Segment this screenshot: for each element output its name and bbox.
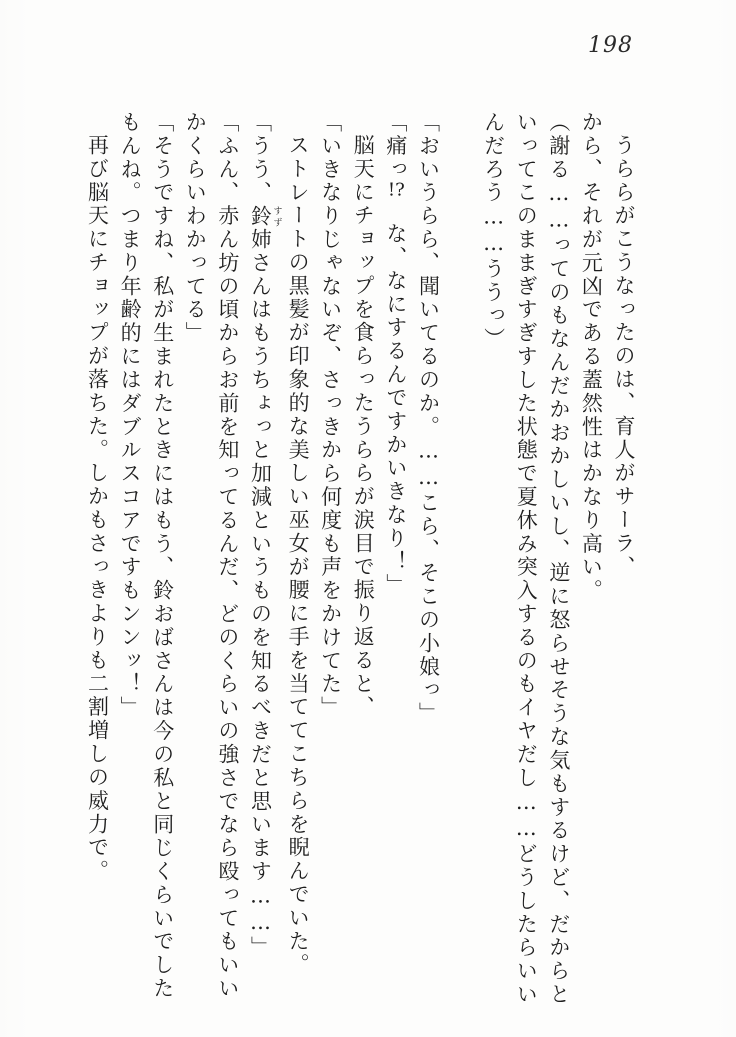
tatechuyoko: !?	[387, 181, 405, 200]
text-line: 「ふん、赤ん坊の頃からお前を知ってるんだ、どのくらいの強さでなら殴ってもいい	[215, 111, 240, 1001]
text-line: 「うう、鈴 すず姉さんはもうちょっと加減というものを知るべきだと思います……」	[248, 111, 282, 960]
text-line: うららがこうなったのは、育人がサーラ、	[612, 134, 636, 580]
text-line: 脳天にチョップを食らったうららが涙目で振り返ると、	[351, 134, 376, 720]
text-line: 「いきなりじゃないぞ、さっきから何度も声をかけてた」	[318, 111, 343, 720]
page-number: 198	[588, 33, 633, 58]
text-line: 「おいうらら、聞いてるのか。……こら、そこの小娘っ」	[416, 111, 441, 726]
text-line: もんね。つまり年齢的にはダブルスコアですもンンッ！」	[118, 111, 143, 720]
text-line: ストレートの黒髪が印象的な美しい巫女が腰に手を当ててこちらを睨んでいた。	[286, 134, 311, 978]
text-line: 再び脳天にチョップが落ちた。しかもさっきよりも二割増しの威力で。	[85, 134, 110, 884]
ruby-annotation: 鈴 すず	[248, 204, 282, 229]
text-line: んだろう……ううっ）	[481, 111, 506, 352]
text-line: 「痛っ!? な、なにするんですかいきなり！」	[383, 111, 408, 598]
text-line: から、それが元凶である蓋然性はかなり高い。	[579, 111, 604, 603]
text-block	[84, 111, 640, 1013]
text-line: （謝る……ってのもなんだかおかしいし、逆に怒らせそうな気もするけど、だからと	[546, 111, 571, 1007]
text-line: いってこのままぎすぎすした状態で夏休み突入するのもイヤだし……どうしたらいい	[514, 111, 539, 1007]
text-line: 「そうですね、私が生まれたときにはもう、鈴おばさんは今の私と同じくらいでした	[150, 111, 175, 1001]
text-line: かくらいわかってる」	[183, 111, 208, 346]
blank-line	[444, 111, 477, 1013]
